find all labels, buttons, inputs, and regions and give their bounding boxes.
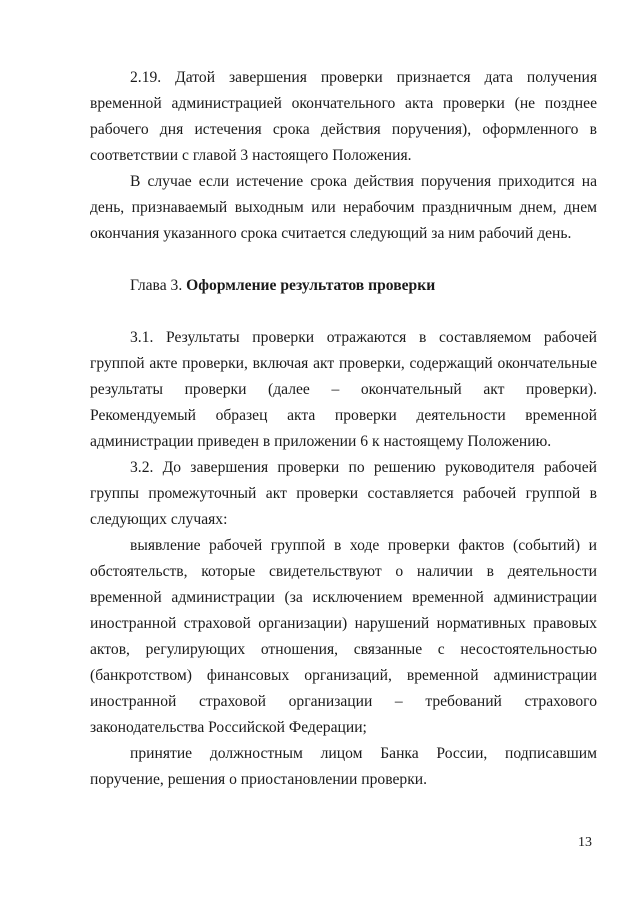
chapter-3-heading	[90, 273, 597, 299]
paragraph-case-violations: выявление рабочей группой в ходе проверки фактов (событий) и обстоятельств, которые свидетельствуют о наличии в деятельности временной администрации (за исключением временной администрации иностранной страховой организации) нарушений нормативных правовых актов, регулирующих отношения, связанные с несостоятельностью (банкротством) финансовых организаций, временной администрации иностранной страховой организации – требований страхового законодательства Российской Федерации;	[90, 537, 597, 736]
paragraph-3-2: 3.2. До завершения проверки по решению руководителя рабочей группы промежуточный акт проверки составляется рабочей группой в следующих случаях:	[90, 459, 597, 528]
paragraph-2-19: 2.19. Датой завершения проверки признается дата получения временной администрацией окончательного акта проверки (не позднее рабочего дня истечения срока действия поручения), оформленного в соответствии с главой 3 настоящего Положения.	[90, 69, 597, 164]
paragraph-deadline-holiday: В случае если истечение срока действия поручения приходится на день, признаваемый выходным или нерабочим праздничным днем, днем окончания указанного срока считается следующий за ним рабочий день.	[90, 173, 597, 242]
paragraph-case-suspension: принятие должностным лицом Банка России, подписавшим поручение, решения о приостановлении проверки.	[90, 745, 597, 788]
page-number: 13	[578, 835, 592, 850]
page-content	[90, 65, 597, 793]
paragraph-3-1: 3.1. Результаты проверки отражаются в составляемом рабочей группой акте проверки, включая акт проверки, содержащий окончательные результаты проверки (далее – окончательный акт проверки). Рекомендуемый образец акта проверки деятельности временной администрации приведен в приложении 6 к настоящему Положению.	[90, 329, 597, 450]
chapter-3-number: Глава 3.	[130, 277, 183, 294]
chapter-3-title: Оформление результатов проверки	[186, 277, 436, 294]
